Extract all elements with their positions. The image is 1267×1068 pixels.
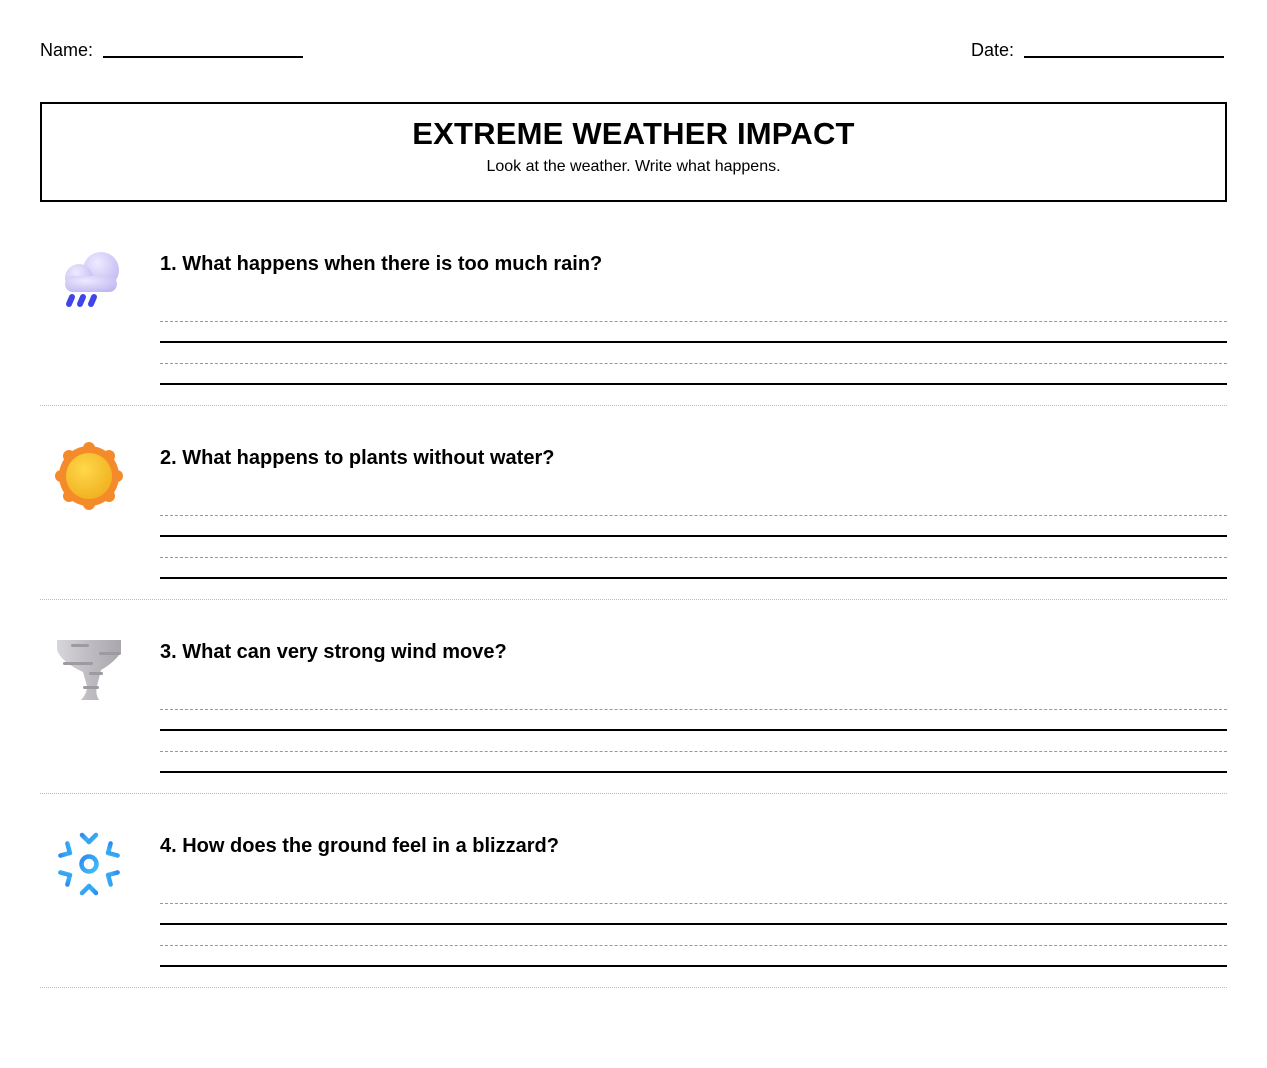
date-field <box>971 40 1224 61</box>
answer-guide-line <box>160 751 1227 752</box>
answer-guide-line <box>160 903 1227 904</box>
tornado-icon <box>55 636 123 704</box>
answer-line[interactable] <box>160 383 1227 385</box>
answer-guide-line <box>160 709 1227 710</box>
answer-guide-line <box>160 515 1227 516</box>
name-blank-line[interactable] <box>103 56 303 58</box>
question-section-1 <box>40 212 1227 406</box>
question-text: 1. What happens when there is too much rain? <box>160 253 603 275</box>
date-blank-line[interactable] <box>1024 56 1224 58</box>
question-section-3 <box>40 600 1227 794</box>
answer-guide-line <box>160 363 1227 364</box>
answer-guide-line <box>160 321 1227 322</box>
answer-line[interactable] <box>160 577 1227 579</box>
answer-line[interactable] <box>160 923 1227 925</box>
snowflake-icon <box>55 830 123 898</box>
answer-guide-line <box>160 945 1227 946</box>
question-section-2 <box>40 406 1227 600</box>
answer-guide-line <box>160 557 1227 558</box>
page-subtitle: Look at the weather. Write what happens. <box>486 158 781 175</box>
name-field <box>40 40 303 61</box>
answer-line[interactable] <box>160 729 1227 731</box>
rain-cloud-icon <box>55 248 123 316</box>
answer-line[interactable] <box>160 965 1227 967</box>
question-text: 2. What happens to plants without water? <box>160 447 555 469</box>
question-text: 3. What can very strong wind move? <box>160 641 507 663</box>
sun-icon <box>55 442 123 510</box>
name-label: Name: <box>40 40 94 60</box>
answer-line[interactable] <box>160 535 1227 537</box>
page-title: EXTREME WEATHER IMPACT <box>412 116 855 151</box>
title-box <box>40 102 1227 202</box>
question-text: 4. How does the ground feel in a blizzard? <box>160 835 559 857</box>
question-section-4 <box>40 794 1227 988</box>
date-label: Date: <box>971 40 1015 60</box>
answer-line[interactable] <box>160 771 1227 773</box>
answer-line[interactable] <box>160 341 1227 343</box>
